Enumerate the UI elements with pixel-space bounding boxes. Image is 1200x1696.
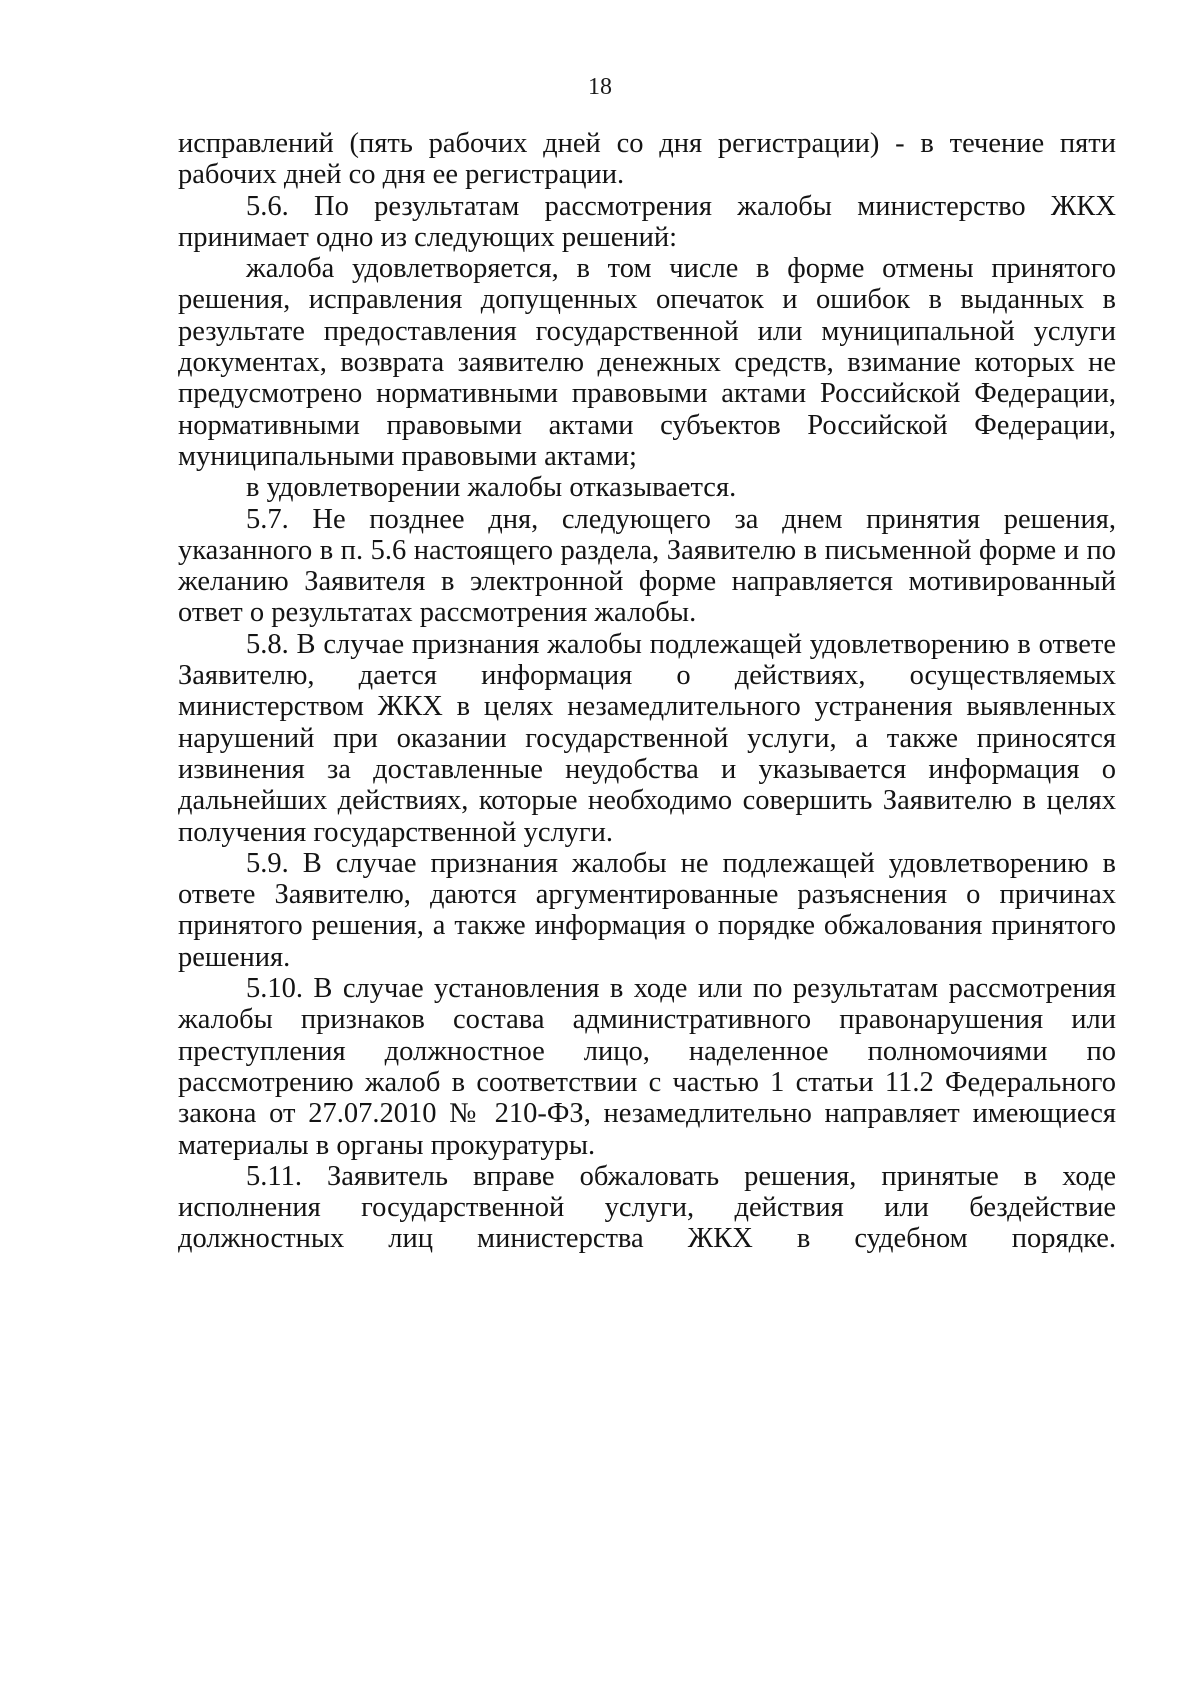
page-number: 18 xyxy=(588,74,612,100)
paragraph-5-8: 5.8. В случае признания жалобы подлежащей удовлетворению в ответе Заявителю, дается информация о действиях, осуществляемых министерством ЖКХ в целях незамедлительного устранения выявленных нарушений при оказании государственной услуги, а также приносятся извинения за доставленные неудобства и указывается информация о дальнейших действиях, которые необходимо совершить Заявителю в целях получения государственной услуги. xyxy=(178,628,1116,848)
paragraph-complaint-satisfied: жалоба удовлетворяется, в том числе в форме отмены принятого решения, исправления допущенных опечаток и ошибок в выданных в результате предоставления государственной или муниципальной услуги документах, возврата заявителю денежных средств, взимание которых не предусмотрено нормативными правовыми актами Российской Федерации, нормативными правовыми актами субъектов Российской Федерации, муниципальными правовыми актами; xyxy=(178,253,1116,472)
paragraph-continuation: исправлений (пять рабочих дней со дня регистрации) - в течение пяти рабочих дней со дня ее регистрации. xyxy=(178,128,1116,191)
paragraph-5-6: 5.6. По результатам рассмотрения жалобы министерство ЖКХ принимает одно из следующих решений: xyxy=(178,190,1116,253)
paragraph-5-10: 5.10. В случае установления в ходе или по результатам рассмотрения жалобы признаков состава административного правонарушения или преступления должностное лицо, наделенное полномочиями по рассмотрению жалоб в соответствии с частью 1 статьи 11.2 Федерального закона от 27.07.2010 № 210-ФЗ, незамедлительно направляет имеющиеся материалы в органы прокуратуры. xyxy=(178,973,1116,1161)
paragraph-complaint-rejected: в удовлетворении жалобы отказывается. xyxy=(246,472,737,504)
paragraph-5-9: 5.9. В случае признания жалобы не подлежащей удовлетворению в ответе Заявителю, даются аргументированные разъяснения о причинах принятого решения, а также информация о порядке обжалования принятого решения. xyxy=(178,847,1116,973)
document-body xyxy=(178,128,1116,1255)
paragraph-5-11: 5.11. Заявитель вправе обжаловать решения, принятые в ходе исполнения государственной услуги, действия или бездействие должностных лиц министерства ЖКХ в судебном порядке. xyxy=(178,1160,1116,1255)
paragraph-5-7: 5.7. Не позднее дня, следующего за днем принятия решения, указанного в п. 5.6 настоящего раздела, Заявителю в письменной форме и по желанию Заявителя в электронной форме направляется мотивированный ответ о результатах рассмотрения жалобы. xyxy=(178,503,1116,629)
